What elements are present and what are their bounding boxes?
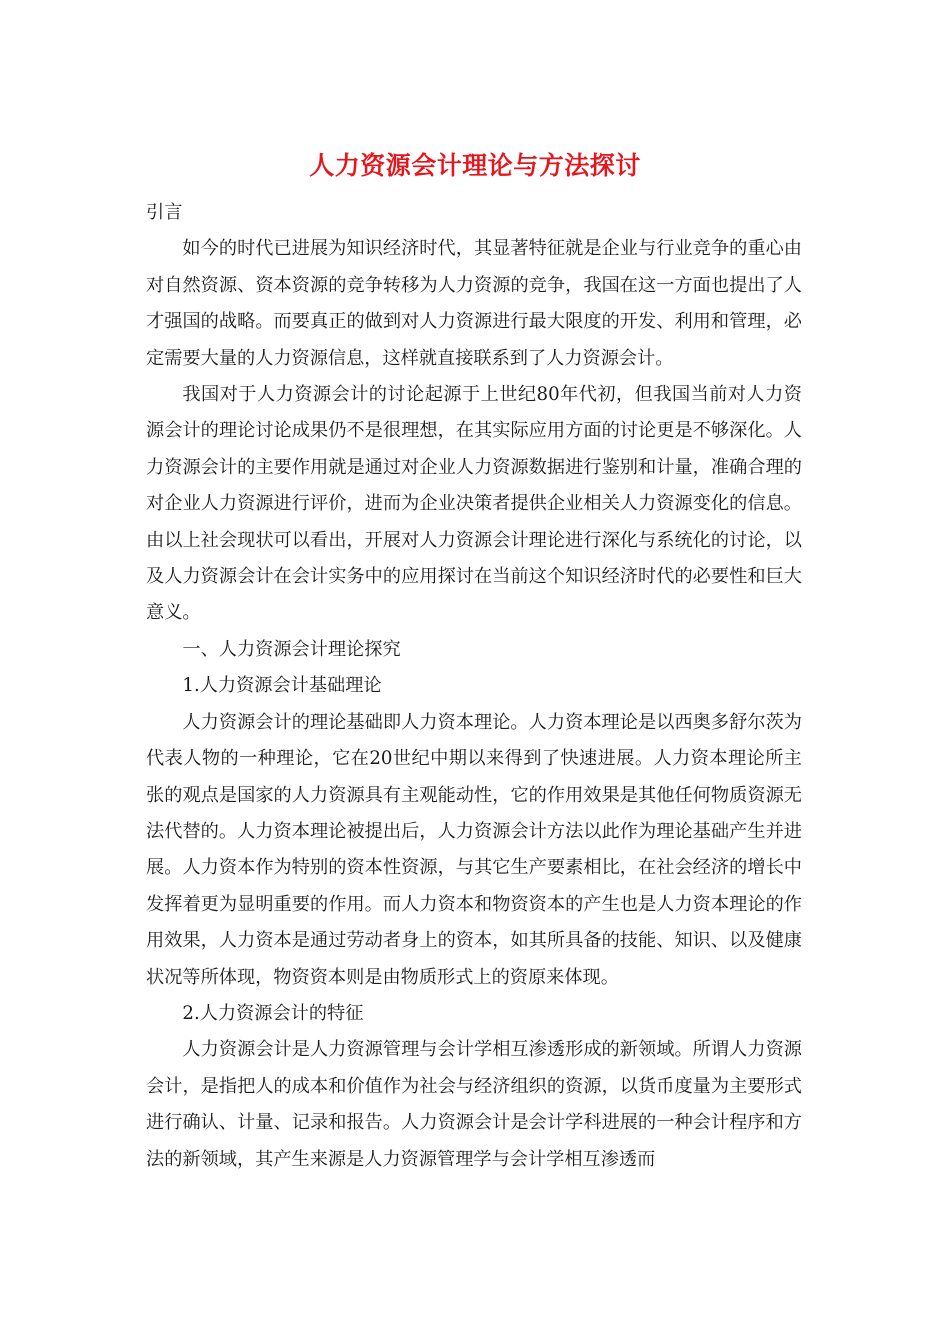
paragraph-intro-heading: 引言 [146,202,183,223]
subsection-heading: 1.人力资源会计基础理论 [182,675,382,697]
paragraph: 人力资源会计的理论基础即人力资本理论。人力资本理论是以西奥多舒尔茨为代表人物的一种理论，它在20世纪中期以来得到了快速进展。人力资本理论所主张的观点是国家的人力资源具有主观能动性，它的作用效果是其他任何物质资源无法代替的。人力资本理论被提出后，人力资源会计方法以此作为理论基础产生并进展。人力资本作为特别的资本性资源，与其它生产要素相比，在社会经济的增长中发挥着更为显明重要的作用。而人力资本和物资资本的产生也是人力资本理论的作用效果，人力资本是通过劳动者身上的资本，如其所具备的技能、知识、以及健康状况等所体现，物资资本则是由物质形式上的资原来体现。 [146,711,802,988]
section-heading: 一、人力资源会计理论探究 [182,638,401,660]
paragraph: 我国对于人力资源会计的讨论起源于上世纪80年代初，但我国当前对人力资源会计的理论讨论成果仍不是很理想，在其实际应用方面的讨论更是不够深化。人力资源会计的主要作用就是通过对企业人力资源数据进行鉴别和计量，准确合理的对企业人力资源进行评价，进而为企业决策者提供企业相关人力资源变化的信息。由以上社会现状可以看出，开展对人力资源会计理论进行深化与系统化的讨论，以及人力资源会计在会计实务中的应用探讨在当前这个知识经济时代的必要性和巨大意义。 [146,384,802,624]
paragraph: 如今的时代已进展为知识经济时代，其显著特征就是企业与行业竞争的重心由对自然资源、资本资源的竞争转移为人力资源的竞争，我国在这一方面也提出了人才强国的战略。而要真正的做到对人力资源进行最大限度的开发、利用和管理，必定需要大量的人力资源信息，这样就直接联系到了人力资源会计。 [146,238,802,369]
subsection-heading: 2.人力资源会计的特征 [182,1002,364,1024]
document-title: 人力资源会计理论与方法探讨 [309,151,641,180]
document-body [146,195,802,1178]
paragraph: 人力资源会计是人力资源管理与会计学相互渗透形成的新领域。所谓人力资源会计，是指把人的成本和价值作为社会与经济组织的资源，以货币度量为主要形式进行确认、计量、记录和报告。人力资源会计是会计学科进展的一种会计程序和方法的新领域，其产生来源是人力资源管理学与会计学相互渗透而 [146,1039,802,1170]
